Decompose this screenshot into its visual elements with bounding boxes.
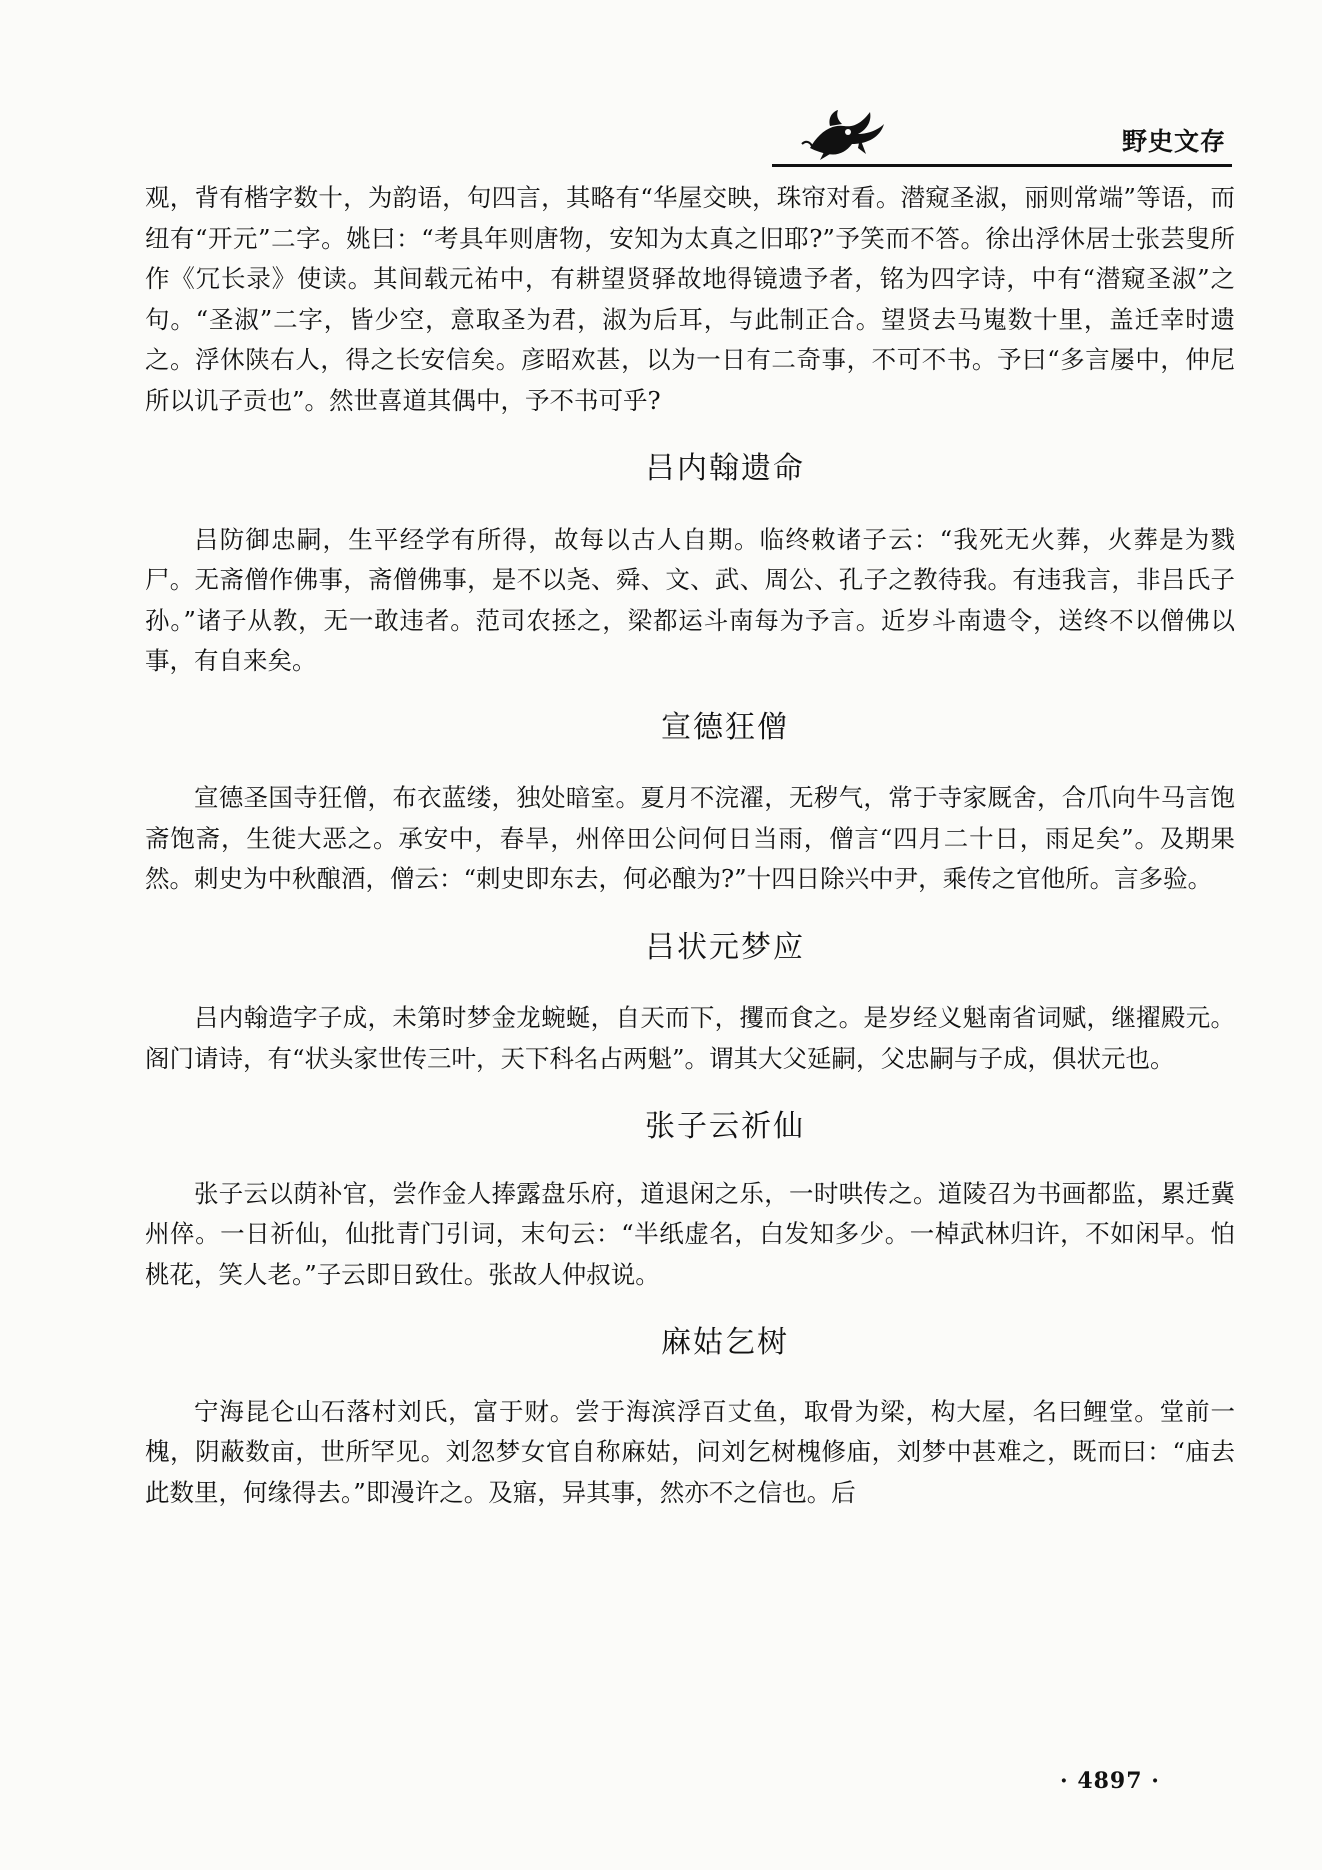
header-rule [772, 164, 1232, 167]
section-body: 宣德圣国寺狂僧，布衣蓝缕，独处暗室。夏月不浣濯，无秽气，常于寺家厩舍，合爪向牛马言饱斋饱斋，生徙大恶之。承安中，春旱，州倅田公问何日当雨，僧言“四月二十日，雨足矣”。及期果然。刺史为中秋酿酒，僧云：“刺史即东去，何必酿为?”十四日除兴中尹，乘传之官他所。言多验。 [145, 783, 1235, 893]
section-heading: 吕内翰遗命 [645, 451, 805, 486]
section-body: 吕内翰造字子成，未第时梦金龙蜿蜒，自天而下，攫而食之。是岁经义魁南省词赋，继擢殿元。阁门请诗，有“状头家世传三叶，天下科名占两魁”。谓其大父延嗣，父忠嗣与子成，俱状元也。 [145, 1003, 1235, 1073]
section-heading: 张子云祈仙 [645, 1109, 805, 1144]
page-number: · 4897 · [1060, 1768, 1160, 1794]
page-header [0, 96, 1322, 172]
running-header-title: 野史文存 [1121, 127, 1226, 156]
page-body [145, 178, 1235, 1513]
section-heading: 麻姑乞树 [661, 1325, 789, 1360]
section-body: 张子云以荫补官，尝作金人捧露盘乐府，道退闲之乐，一时哄传之。道陵召为书画都监，累迁冀州倅。一日祈仙，仙批青门引词，末句云：“半纸虚名，白发知多少。一棹武林归许，不如闲早。怕桃花，笑人老。”子云即日致仕。张故人仲叔说。 [145, 1178, 1235, 1289]
section-body: 吕防御忠嗣，生平经学有所得，故每以古人自期。临终敕诸子云：“我死无火葬，火葬是为戮尸。无斋僧作佛事，斋僧佛事，是不以尧、舜、文、武、周公、孔子之教待我。有违我言，非吕氏子孙。”诸子从教，无一敢违者。范司农拯之，梁都运斗南每为予言。近岁斗南遗令，送终不以僧佛以事，有自来矣。 [145, 524, 1235, 675]
intro-paragraph: 观，背有楷字数十，为韵语，句四言，其略有“华屋交映，珠帘对看。潜窥圣淑，丽则常端”等语，而纽有“开元”二字。姚曰：“考具年则唐物，安知为太真之旧耶?”予笑而不答。徐出浮休居士张芸叟所作《冗长录》使读。其间载元祐中，有耕望贤驿故地得镜遗予者，铭为四字诗，中有“潜窥圣淑”之句。“圣淑”二字，皆少空，意取圣为君，淑为后耳，与此制正合。望贤去马嵬数十里，盖迁幸时遗之。浮休陕右人，得之长安信矣。彦昭欢甚，以为一日有二奇事，不可不书。予曰“多言屡中，仲尼所以讥子贡也”。然世喜道其偶中，予不书可乎? [145, 183, 1235, 415]
dragon-emblem-icon [800, 104, 890, 162]
section-body: 宁海昆仑山石落村刘氏，富于财。尝于海滨浮百丈鱼，取骨为梁，构大屋，名曰鲤堂。堂前一槐，阴蔽数亩，世所罕见。刘忽梦女官自称麻姑，问刘乞树槐修庙，刘梦中甚难之，既而曰：“庙去此数里，何缘得去。”即漫许之。及寤，异其事，然亦不之信也。后 [145, 1396, 1235, 1507]
section-heading: 宣德狂僧 [661, 709, 789, 745]
section-heading: 吕状元梦应 [645, 929, 805, 965]
